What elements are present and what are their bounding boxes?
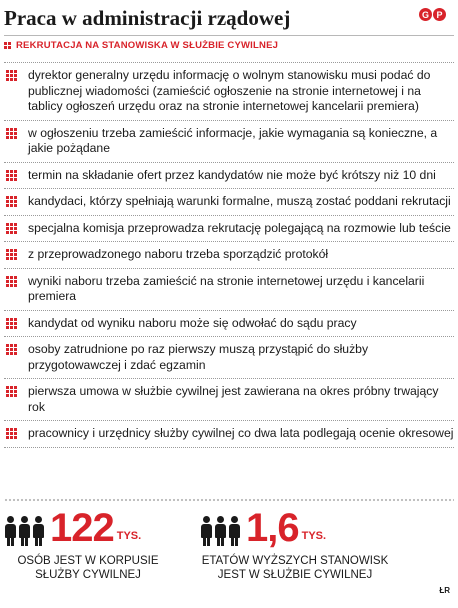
page-title: Praca w administracji rządowej [4,6,291,30]
list-item-text: specjalna komisja przeprowadza rekrutację polegającą na rozmowie lub teście [28,220,451,235]
list-item-text: w ogłoszeniu trzeba zamieścić informacje, jakie wymagania są konieczne, a jakie pożądane [28,125,438,155]
list-item [4,337,454,379]
rules-list [4,62,454,448]
list-item-text: dyrektor generalny urzędu informację o wolnym stanowisku musi podać do publicznej wiadomości (zamieścić ogłoszenie na stronie internetowej i na tablicy ogłoszeń urzędu oraz na stronie internetowej kancelarii premiera) [28,68,431,113]
list-item-text: kandydaci, którzy spełniają warunki formalne, muszą zostać poddani rekrutacji [28,194,451,208]
people-icon [200,516,242,546]
list-item-text: termin na składanie ofert przez kandydatów nie może być krótszy niż 10 dni [28,167,436,182]
list-item [4,163,454,190]
list-item [4,269,454,311]
logo-letter: P [433,8,446,21]
dots-icon [4,42,11,49]
dots-bullet-icon [6,170,20,181]
list-item [4,379,454,421]
stat-unit: TYS. [301,530,327,542]
list-item [4,189,454,216]
subtitle-row [4,40,278,51]
stat-caption: ETATÓW WYŻSZYCH STANOWISK JEST W SŁUŻBIE CYWILNEJ [201,555,389,581]
list-item-text: osoby zatrudnione po raz pierwszy muszą przystąpić do służby przygotowawczej i zdać egzamin [28,342,369,372]
list-item-text: pierwsza umowa w służbie cywilnej jest zawierana na okres próbny trwający rok [28,384,439,414]
publisher-logo [419,8,446,21]
dots-bullet-icon [6,249,20,260]
list-item [4,121,454,163]
people-icon [4,516,46,546]
dots-bullet-icon [6,70,20,81]
stat-caption: OSÓB JEST W KORPUSIE SŁUŻBY CYWILNEJ [17,555,159,581]
dots-bullet-icon [6,428,20,439]
list-item [4,62,454,121]
dots-bullet-icon [6,318,20,329]
list-item [4,311,454,338]
dots-bullet-icon [6,223,20,234]
dots-bullet-icon [6,128,20,139]
title-divider [4,35,454,36]
stat-senior-posts [200,506,390,582]
list-item-text: wyniki naboru trzeba zamieścić na stronie internetowej urzędu i kancelarii premiera [28,273,425,303]
stat-civil-servants [4,506,172,582]
dots-bullet-icon [6,276,20,287]
list-item [4,421,454,448]
list-item [4,216,454,243]
stat-unit: TYS. [116,530,142,542]
list-item-text: kandydat od wyniku naboru może się odwołać do sądu pracy [28,315,357,330]
list-item-text: z przeprowadzonego naboru trzeba sporządzić protokół [28,247,329,261]
dots-bullet-icon [6,344,20,355]
stat-value: 1,6 [246,506,299,550]
logo-letter: G [419,8,432,21]
subtitle: REKRUTACJA NA STANOWISKA W SŁUŻBIE CYWILNEJ [16,40,279,51]
stat-value: 122 [50,506,114,550]
dotted-divider [4,498,454,502]
dots-bullet-icon [6,386,20,397]
list-item-text: pracownicy i urzędnicy służby cywilnej co dwa lata podlegają ocenie okresowej [28,426,454,440]
list-item [4,242,454,269]
author-credit: ŁR [439,586,450,595]
dots-bullet-icon [6,196,20,207]
